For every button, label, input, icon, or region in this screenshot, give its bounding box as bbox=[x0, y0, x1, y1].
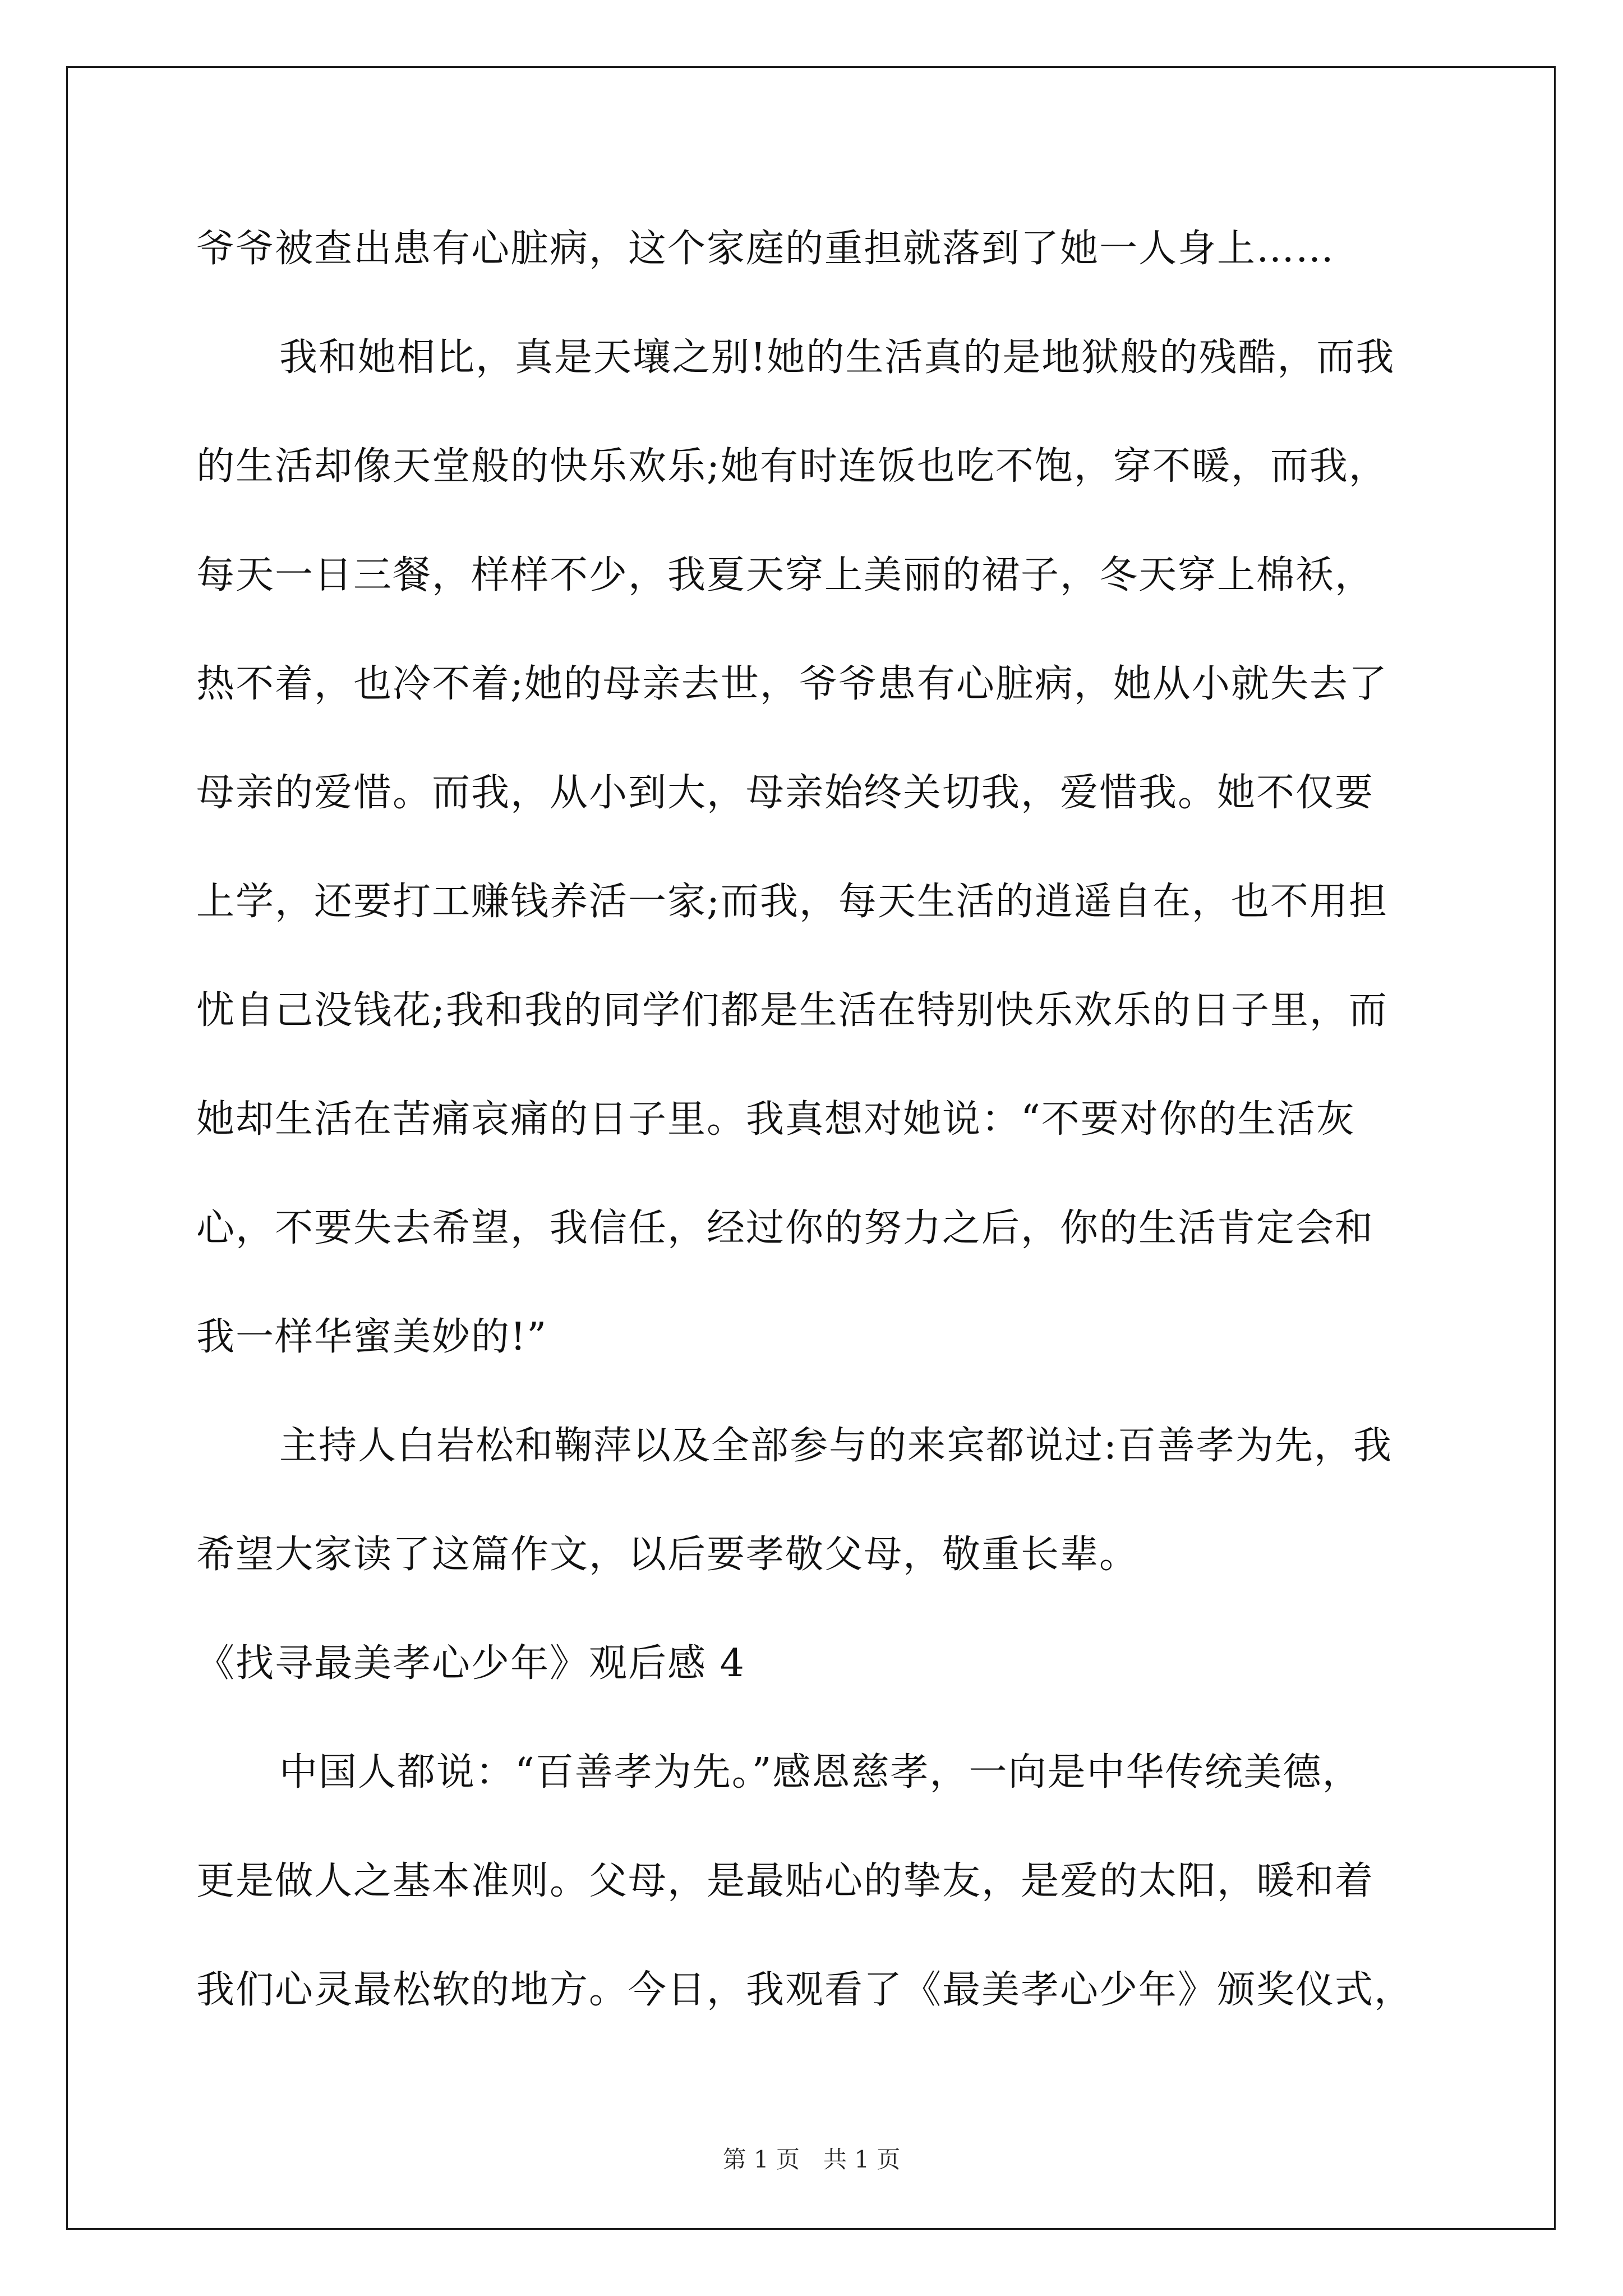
paragraph-line: 心，不要失去希望，我信任，经过你的努力之后，你的生活肯定会和 bbox=[196, 1206, 1375, 1250]
paragraph-line: 更是做人之基本准则。父母，是最贴心的挚友，是爱的太阳，暖和着 bbox=[196, 1859, 1375, 1903]
paragraph-line: 我一样华蜜美妙的!” bbox=[196, 1315, 548, 1359]
paragraph-line: 主持人白岩松和鞠萍以及全部参与的来宾都说过:百善孝为先，我 bbox=[279, 1424, 1393, 1468]
paragraph-line: 母亲的爱惜。而我，从小到大，母亲始终关切我，爱惜我。她不仅要 bbox=[196, 771, 1375, 815]
paragraph-line: 中国人都说：“百善孝为先。”感恩慈孝，一向是中华传统美德， bbox=[279, 1750, 1362, 1795]
paragraph-line: 她却生活在苦痛哀痛的日子里。我真想对她说：“不要对你的生活灰 bbox=[196, 1097, 1355, 1142]
paragraph-line: 的生活却像天堂般的快乐欢乐;她有时连饭也吃不饱，穿不暖，而我， bbox=[196, 444, 1388, 489]
paragraph-line: 忧自己没钱花;我和我的同学们都是生活在特别快乐欢乐的日子里，而 bbox=[196, 988, 1388, 1033]
paragraph-line: 我和她相比，真是天壤之别!她的生活真的是地狱般的残酷，而我 bbox=[279, 335, 1395, 380]
paragraph-line: 热不着，也冷不着;她的母亲去世，爷爷患有心脏病，她从小就失去了 bbox=[196, 662, 1388, 706]
paragraph-line: 希望大家读了这篇作文，以后要孝敬父母，敬重长辈。 bbox=[196, 1533, 1139, 1577]
section-heading: 《找寻最美孝心少年》观后感 4 bbox=[196, 1641, 745, 1686]
paragraph-line: 每天一日三餐，样样不少，我夏天穿上美丽的裙子，冬天穿上棉袄， bbox=[196, 553, 1375, 597]
paragraph-line: 我们心灵最松软的地方。今日，我观看了《最美孝心少年》颁奖仪式， bbox=[196, 1968, 1414, 2012]
paragraph-line: 爷爷被查出患有心脏病，这个家庭的重担就落到了她一人身上…… bbox=[196, 227, 1335, 271]
paragraph-line: 上学，还要打工赚钱养活一家;而我，每天生活的逍遥自在，也不用担 bbox=[196, 880, 1388, 924]
page-number: 第 1 页 共 1 页 bbox=[722, 2146, 901, 2173]
